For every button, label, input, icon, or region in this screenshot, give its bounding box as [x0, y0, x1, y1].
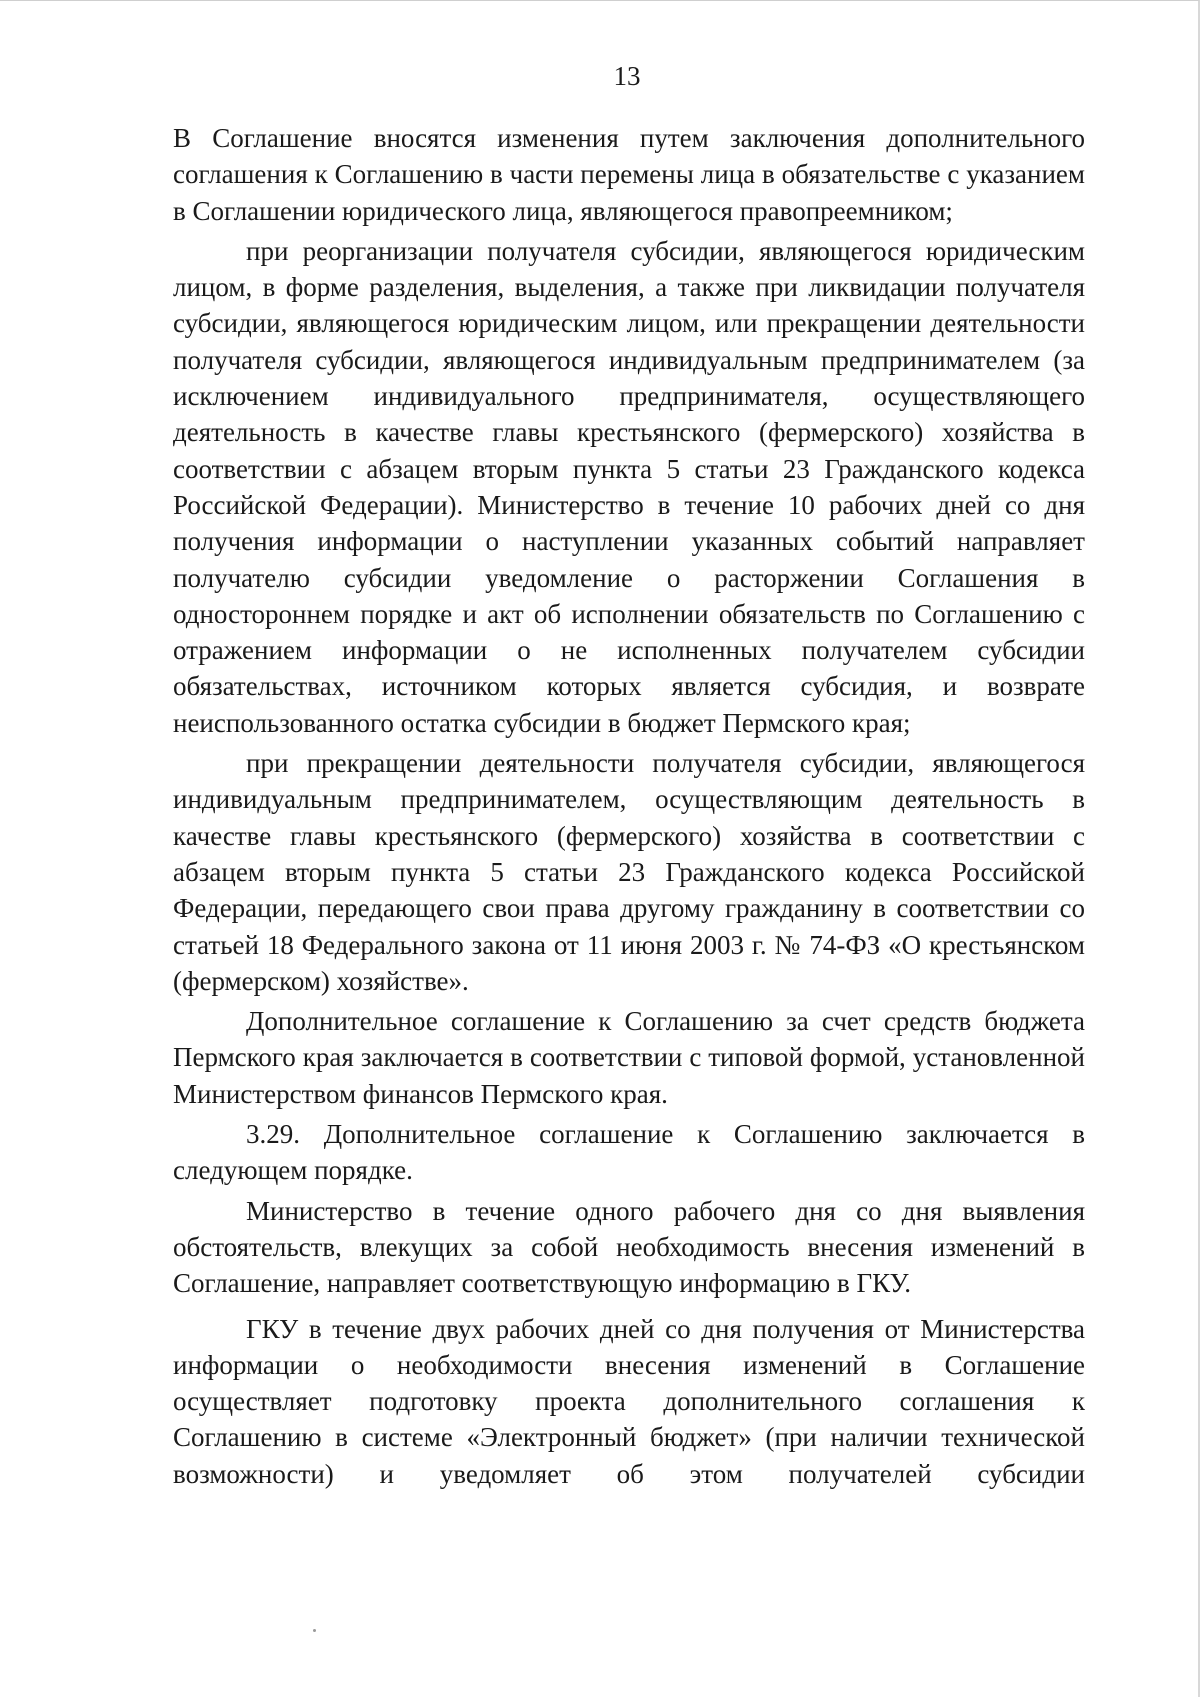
paragraph-2: при реорганизации получателя субсидии, являющегося юридическим лицом, в форме разделения, выделения, а также при ликвидации получателя субсидии, являющегося юридическим лицом, или прекращении деятельности получателя субсидии, являющегося индивидуальным предпринимателем (за исключением индивидуального предпринимателя, осуществляющего деятельность в качестве главы крестьянского (фермерского) хозяйства в соответствии с абзацем вторым пункта 5 статьи 23 Гражданского кодекса Российской Федерации). Министерство в течение 10 рабочих дней со дня получения информации о наступлении указанных событий направляет получателю субсидии уведомление о расторжении Соглашения в одностороннем порядке и акт об исполнении обязательств по Соглашению с отражением информации о не исполненных получателем субсидии обязательствах, источником которых является субсидия, и возврате неиспользованного остатка субсидии в бюджет Пермского края; [173, 235, 1085, 738]
paragraph-6: Министерство в течение одного рабочего дня со дня выявления обстоятельств, влекущих за собой необходимость внесения изменений в Соглашение, направляет соответствующую информацию в ГКУ. [173, 1195, 1085, 1299]
paragraph-1: В Соглашение вносятся изменения путем заключения дополнительного соглашения к Соглашению в части перемены лица в обязательстве с указанием в Соглашении юридического лица, являющегося правопреемником; [173, 123, 1085, 226]
scan-speck [313, 1629, 316, 1632]
paragraph-4: Дополнительное соглашение к Соглашению за счет средств бюджета Пермского края заключается в соответствии с типовой формой, установленной Министерством финансов Пермского края. [173, 1006, 1085, 1109]
paragraph-7: ГКУ в течение двух рабочих дней со дня получения от Министерства информации о необходимости внесения изменений в Соглашение осуществляет подготовку проекта дополнительного соглашения к Соглашению в системе «Электронный бюджет» (при наличии технической возможности) и уведомляет об этом получателей субсидии [173, 1313, 1085, 1489]
paragraph-5: 3.29. Дополнительное соглашение к Соглашению заключается в следующем порядке. [173, 1119, 1085, 1186]
document-body [173, 120, 1085, 1492]
paragraph-3: при прекращении деятельности получателя субсидии, являющегося индивидуальным предпринимателем, осуществляющим деятельность в качестве главы крестьянского (фермерского) хозяйства в соответствии с абзацем вторым пункта 5 статьи 23 Гражданского кодекса Российской Федерации, передающего свои права другому гражданину в соответствии со статьей 18 Федерального закона от 11 июня 2003 г. № 74-ФЗ «О крестьянском (фермерском) хозяйстве». [173, 748, 1085, 996]
page-number: 13 [613, 61, 641, 91]
